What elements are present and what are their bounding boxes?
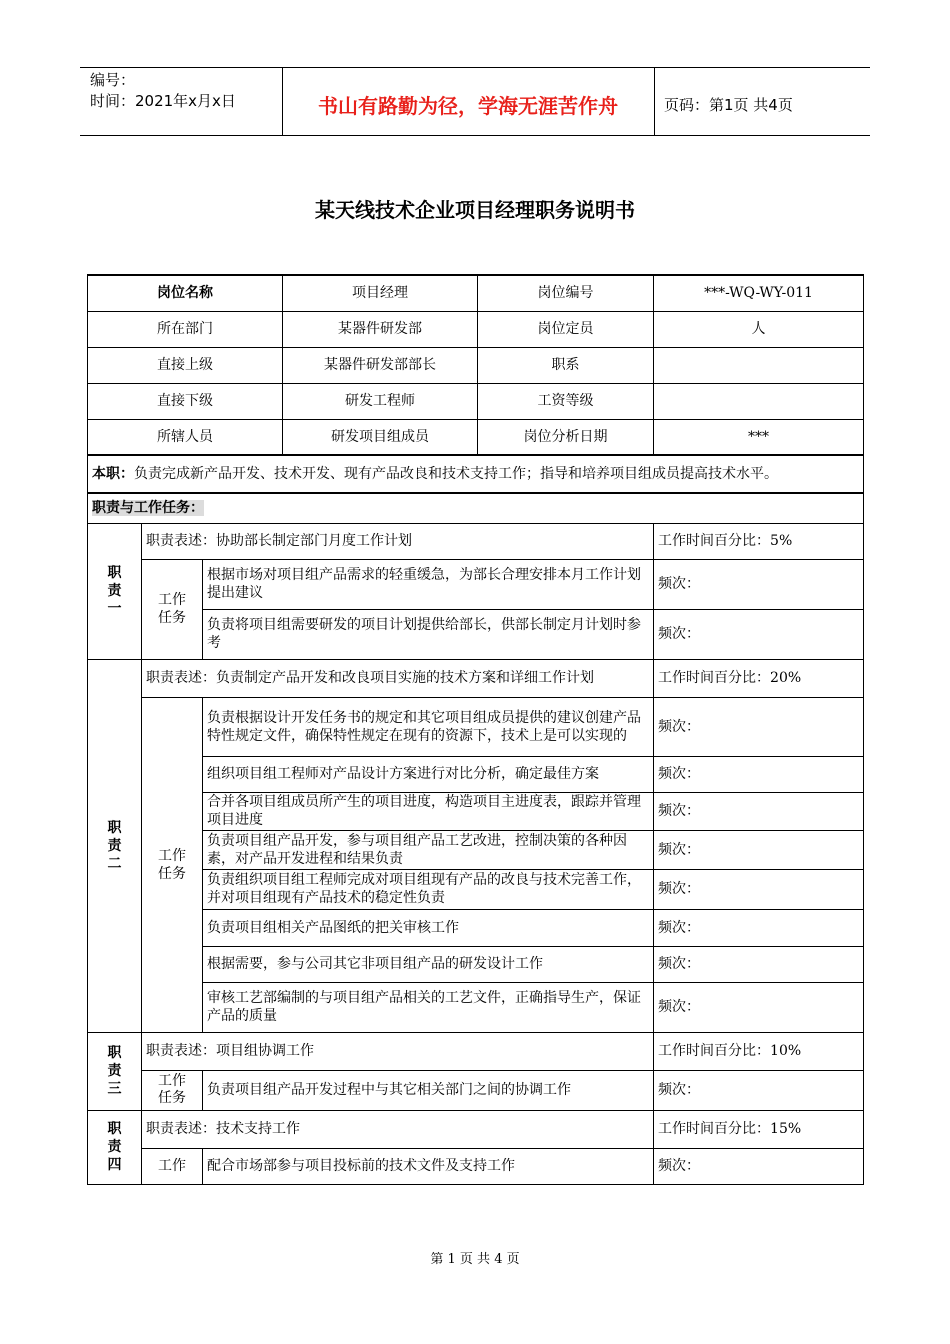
- summary-label: 本职：: [92, 465, 134, 482]
- task-freq: 频次：: [654, 830, 864, 869]
- task-text: 根据需要，参与公司其它非项目组产品的研发设计工作: [203, 946, 654, 982]
- header-bottom-rule: [80, 135, 870, 136]
- duty-label: 职责一: [88, 523, 142, 659]
- task-row: [88, 869, 864, 909]
- info-label: 工资等级: [478, 383, 654, 419]
- info-value: [654, 383, 864, 419]
- page-footer: 第 1 页 共 4 页: [430, 1252, 520, 1267]
- task-row: [88, 792, 864, 830]
- info-row: [88, 347, 864, 383]
- task-row: [88, 909, 864, 946]
- task-freq: 频次：: [654, 559, 864, 609]
- info-value: 某器件研发部: [283, 311, 478, 347]
- header-meta: [90, 70, 236, 112]
- duty-pct: 工作时间百分比：20%: [654, 659, 864, 697]
- task-freq: 频次：: [654, 869, 864, 909]
- task-row: [88, 697, 864, 756]
- task-row: [88, 756, 864, 792]
- info-value: 研发工程师: [283, 383, 478, 419]
- task-row: [88, 1070, 864, 1110]
- duty-label: 职责三: [88, 1032, 142, 1110]
- info-value: 研发项目组成员: [283, 419, 478, 455]
- duty-desc: 职责表述：项目组协调工作: [142, 1032, 654, 1070]
- info-value: ***: [654, 419, 864, 455]
- duty-desc: 职责表述：负责制定产品开发和改良项目实施的技术方案和详细工作计划: [142, 659, 654, 697]
- task-text: 根据市场对项目组产品需求的轻重缓急，为部长合理安排本月工作计划提出建议: [203, 559, 654, 609]
- info-row: [88, 419, 864, 455]
- duty-pct: 工作时间百分比：15%: [654, 1110, 864, 1148]
- info-label: 职系: [478, 347, 654, 383]
- task-text: 审核工艺部编制的与项目组产品相关的工艺文件，正确指导生产，保证产品的质量: [203, 982, 654, 1032]
- task-row: [88, 609, 864, 659]
- header-top-rule: [80, 67, 870, 68]
- info-label: 直接下级: [88, 383, 283, 419]
- duty-desc-row: [88, 523, 864, 559]
- task-freq: 频次：: [654, 792, 864, 830]
- job-description-table: [87, 274, 864, 1185]
- task-freq: 频次：: [654, 982, 864, 1032]
- task-freq: 频次：: [654, 1148, 864, 1184]
- task-text: 负责项目组产品开发过程中与其它相关部门之间的协调工作: [203, 1070, 654, 1110]
- task-text: 负责根据设计开发任务书的规定和其它项目组成员提供的建议创建产品特性规定文件，确保特性规定在现有的资源下，技术上是可以实现的: [203, 697, 654, 756]
- task-freq: 频次：: [654, 1070, 864, 1110]
- task-row: [88, 946, 864, 982]
- task-row: [88, 830, 864, 869]
- info-label: 岗位定员: [478, 311, 654, 347]
- task-freq: 频次：: [654, 909, 864, 946]
- info-label: 直接上级: [88, 347, 283, 383]
- duty-desc-row: [88, 659, 864, 697]
- info-label: 所在部门: [88, 311, 283, 347]
- task-label: 工作任务: [142, 559, 203, 659]
- task-text: 负责组织项目组工程师完成对项目组现有产品的改良与技术完善工作，并对项目组现有产品技术的稳定性负责: [203, 869, 654, 909]
- task-freq: 频次：: [654, 756, 864, 792]
- duties-header: 职责与工作任务：: [92, 500, 204, 517]
- duty-desc: 职责表述：技术支持工作: [142, 1110, 654, 1148]
- task-text: 负责项目组产品开发，参与项目组产品工艺改进，控制决策的各种因素，对产品开发进程和结果负责: [203, 830, 654, 869]
- info-value: 人: [654, 311, 864, 347]
- header-motto: 书山有路勤为径，学海无涯苦作舟: [318, 94, 618, 118]
- duty-pct: 工作时间百分比：10%: [654, 1032, 864, 1070]
- info-value: [654, 347, 864, 383]
- code-label: 编号：: [90, 71, 136, 89]
- duties-header-row: [88, 493, 864, 523]
- task-freq: 频次：: [654, 697, 864, 756]
- task-row: [88, 1148, 864, 1184]
- info-value: 项目经理: [283, 275, 478, 311]
- summary-text: 负责完成新产品开发、技术开发、现有产品改良和技术支持工作；指导和培养项目组成员提高技术水平。: [134, 465, 778, 482]
- date-label: 时间：2021年x月x日: [90, 92, 236, 110]
- info-label: 岗位编号: [478, 275, 654, 311]
- task-text: 配合市场部参与项目投标前的技术文件及支持工作: [203, 1148, 654, 1184]
- task-label: 工作任务: [142, 1070, 203, 1110]
- duty-label: 职责二: [88, 659, 142, 1032]
- info-value: ***-WQ-WY-011: [654, 275, 864, 311]
- duty-desc-row: [88, 1032, 864, 1070]
- task-label: 工作任务: [142, 697, 203, 1032]
- info-row: [88, 275, 864, 311]
- summary-row: [88, 455, 864, 493]
- task-text: 合并各项目组成员所产生的项目进度，构造项目主进度表，跟踪并管理项目进度: [203, 792, 654, 830]
- task-freq: 频次：: [654, 609, 864, 659]
- duty-desc: 职责表述：协助部长制定部门月度工作计划: [142, 523, 654, 559]
- info-label: 所辖人员: [88, 419, 283, 455]
- task-freq: 频次：: [654, 946, 864, 982]
- info-label: 岗位名称: [88, 275, 283, 311]
- task-text: 组织项目组工程师对产品设计方案进行对比分析，确定最佳方案: [203, 756, 654, 792]
- info-value: 某器件研发部部长: [283, 347, 478, 383]
- task-row: [88, 982, 864, 1032]
- info-row: [88, 383, 864, 419]
- info-row: [88, 311, 864, 347]
- header-page-info: 页码：第1页 共4页: [664, 96, 793, 114]
- info-label: 岗位分析日期: [478, 419, 654, 455]
- duty-desc-row: [88, 1110, 864, 1148]
- task-text: 负责项目组相关产品图纸的把关审核工作: [203, 909, 654, 946]
- task-row: [88, 559, 864, 609]
- task-label: 工作: [142, 1148, 203, 1184]
- duty-label: 职责四: [88, 1110, 142, 1184]
- duty-pct: 工作时间百分比：5%: [654, 523, 864, 559]
- task-text: 负责将项目组需要研发的项目计划提供给部长，供部长制定月计划时参考: [203, 609, 654, 659]
- document-title: 某天线技术企业项目经理职务说明书: [315, 198, 635, 222]
- header-divider: [654, 67, 655, 135]
